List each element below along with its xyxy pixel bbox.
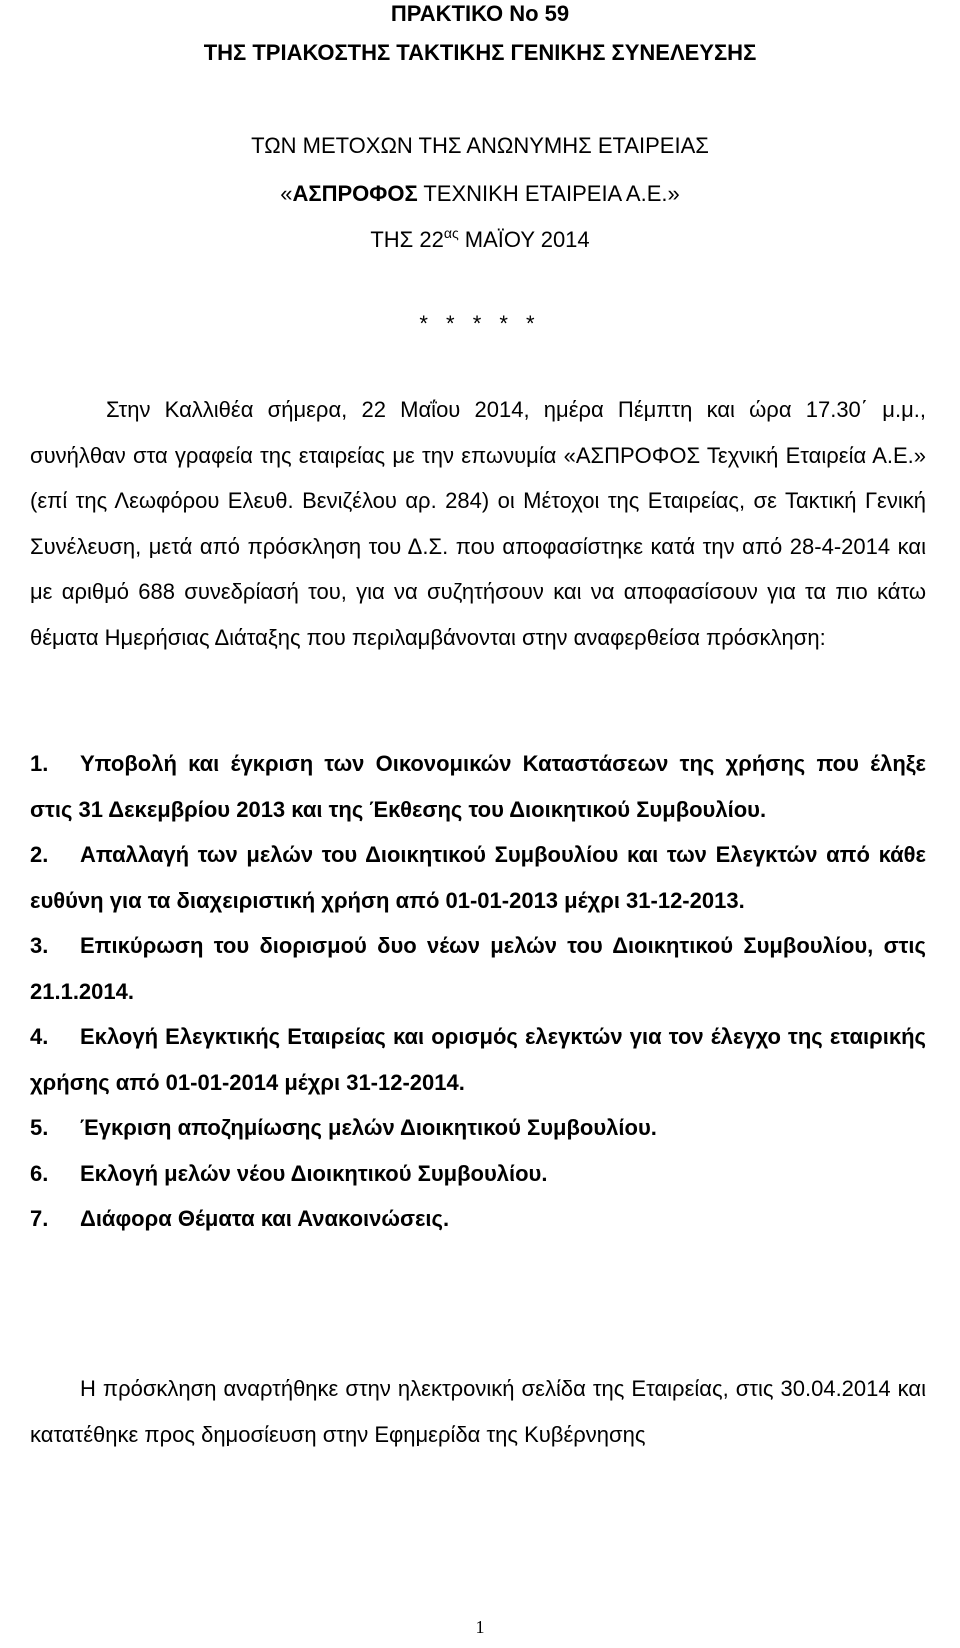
agenda-item	[30, 1196, 926, 1242]
agenda-item	[30, 923, 926, 1014]
agenda-item-text: Διάφορα Θέματα και Ανακοινώσεις.	[80, 1206, 450, 1231]
agenda-item-number: 6.	[30, 1160, 49, 1186]
agenda-item	[30, 832, 926, 923]
meeting-date	[0, 226, 960, 256]
meeting-date-suffix: ΜΑΪΟΥ 2014	[458, 227, 590, 252]
agenda-item-number: 7.	[30, 1206, 49, 1231]
agenda-item-number: 1.	[30, 751, 49, 776]
document-title: ΠΡΑΚΤΙΚΟ Νο 59	[390, 1, 570, 26]
meeting-title: ΤΗΣ ΤΡΙΑΚΟΣΤΗΣ ΤΑΚΤΙΚΗΣ ΓΕΝΙΚΗΣ ΣΥΝΕΛΕΥΣΗΣ	[203, 40, 757, 65]
meeting-date-superscript: ας	[443, 225, 459, 241]
company-name	[0, 180, 960, 208]
section-separator: * * * * *	[419, 311, 541, 336]
agenda-item	[30, 1151, 926, 1197]
company-name-rest: ΤΕΧΝΙΚΗ ΕΤΑΙΡΕΙΑ Α.Ε.»	[417, 181, 680, 206]
company-line: ΤΩΝ ΜΕΤΟΧΩΝ ΤΗΣ ΑΝΩΝΥΜΗΣ ΕΤΑΙΡΕΙΑΣ	[251, 133, 709, 158]
agenda-item-text: Απαλλαγή των μελών του Διοικητικού Συμβουλίου και των Ελεγκτών από κάθε ευθύνη για τα διαχειριστική χρήση από 01-01-2013 μέχρι 31-12-2013.	[30, 842, 926, 913]
agenda-item-number: 3.	[30, 933, 49, 958]
agenda-item-text: Έγκριση αποζημίωσης μελών Διοικητικού Συμβουλίου.	[80, 1115, 657, 1140]
agenda-item	[30, 1014, 926, 1105]
meeting-date-prefix: ΤΗΣ 22	[370, 227, 444, 252]
intro-paragraph: Στην Καλλιθέα σήμερα, 22 Μαΐου 2014, ημέρα Πέμπτη και ώρα 17.30΄ μ.μ., συνήλθαν στα γραφεία της εταιρείας με την επωνυμία «ΑΣΠΡΟΦΟΣ Τεχνική Εταιρεία Α.Ε.» (επί της Λεωφόρου Ελευθ. Βενιζέλου αρ. 284) οι Μέτοχοι της Εταιρείας, σε Τακτική Γενική Συνέλευση, μετά από πρόσκληση του Δ.Σ. που αποφασίστηκε κατά την από 28-4-2014 και με αριθμό 688 συνεδρίασή του, για να συζητήσουν και να αποφασίσουν για τα πιο κάτω θέματα Ημερήσιας Διάταξης που περιλαμβάνονται στην αναφερθείσα πρόσκληση:	[30, 397, 926, 650]
agenda-item	[30, 741, 926, 832]
agenda-item-text: Υποβολή και έγκριση των Οικονομικών Καταστάσεων της χρήσης που έληξε στις 31 Δεκεμβρίου 2013 και της Έκθεσης του Διοικητικού Συμβουλίου.	[30, 751, 926, 822]
agenda-item-number: 5.	[30, 1115, 49, 1140]
agenda-item-number: 4.	[30, 1024, 49, 1049]
agenda-item-number: 2.	[30, 842, 49, 867]
agenda-list	[30, 741, 926, 1242]
agenda-item	[30, 1105, 926, 1151]
company-name-bold: ΑΣΠΡΟΦΟΣ	[292, 181, 418, 206]
agenda-item-text: Εκλογή Ελεγκτικής Εταιρείας και ορισμός ελεγκτών για τον έλεγχο της εταιρικής χρήσης από 01-01-2014 μέχρι 31-12-2014.	[30, 1024, 926, 1095]
page-number: 1	[475, 1617, 485, 1637]
company-name-open-quote: «	[280, 181, 293, 206]
agenda-item-text: Εκλογή μελών νέου Διοικητικού Συμβουλίου.	[80, 1160, 548, 1186]
closing-paragraph: Η πρόσκληση αναρτήθηκε στην ηλεκτρονική σελίδα της Εταιρείας, στις 30.04.2014 και κατατέθηκε προς δημοσίευση στην Εφημερίδα της Κυβέρνησης	[30, 1376, 926, 1447]
agenda-item-text: Επικύρωση του διορισμού δυο νέων μελών του Διοικητικού Συμβουλίου, στις 21.1.2014.	[30, 933, 926, 1004]
